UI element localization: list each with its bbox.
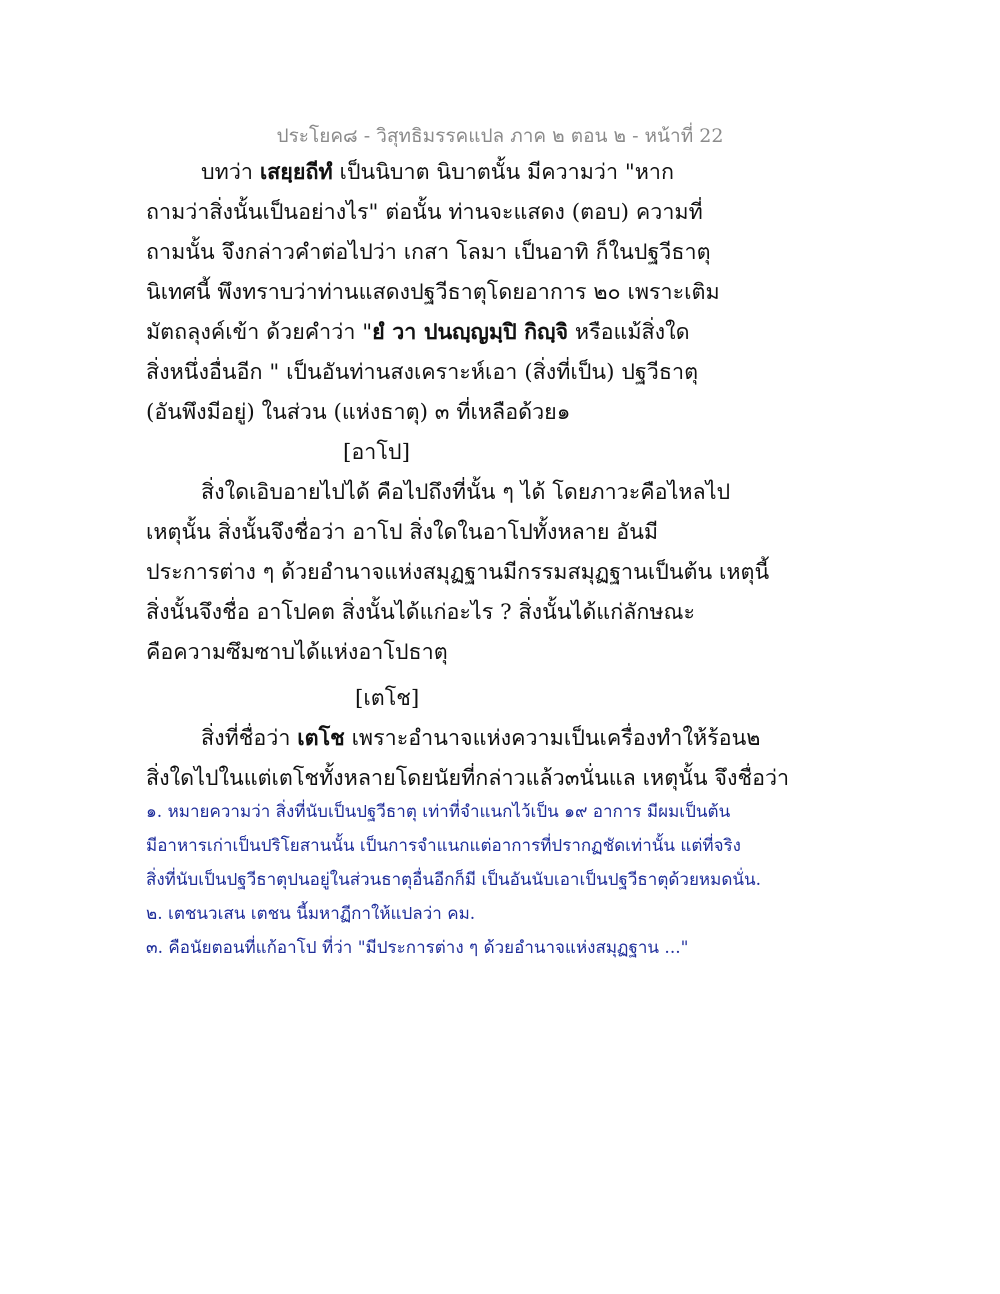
page-header: ประโยค๘ - วิสุทธิมรรคแปล ภาค ๒ ตอน ๒ - หน้าที่ 22 <box>276 125 724 147</box>
para1-line6: สิ่งหนึ่งอื่นอีก " เป็นอันท่านสงเคราะห์เอา (สิ่งที่เป็น) ปฐวีธาตุ <box>146 360 699 385</box>
para1-line2: ถามว่าสิ่งนั้นเป็นอย่างไร" ต่อนั้น ท่านจะแสดง (ตอบ) ความที่ <box>146 200 703 225</box>
footnote-line: ๒. เตชนวเสน เตชน นี้มหาฏีกาให้แปลว่า คม. <box>146 904 476 924</box>
para3-line2: สิ่งใดไปในแต่เตโชทั้งหลายโดยนัยที่กล่าวแล้ว๓นั่นแล เหตุนั้น จึงชื่อว่า <box>146 766 790 791</box>
para2-line2: เหตุนั้น สิ่งนั้นจึงชื่อว่า อาโป สิ่งใดในอาโปทั้งหลาย อันมี <box>146 520 659 545</box>
footnote-line: สิ่งที่นับเป็นปฐวีธาตุปนอยู่ในส่วนธาตุอื่นอีกก็มี เป็นอันนับเอาเป็นปฐวีธาตุด้วยหมดนั่น. <box>146 870 762 890</box>
para1-line4: นิเทศนี้ พึงทราบว่าท่านแสดงปฐวีธาตุโดยอาการ ๒๐ เพราะเติม <box>146 280 720 305</box>
pali-term: เสยฺยถีทํ <box>259 160 333 185</box>
para2-line1: สิ่งใดเอิบอายไปได้ คือไปถึงที่นั้น ๆ ได้ โดยภาวะคือไหลไป <box>201 480 731 505</box>
para1-line7: (อันพึงมีอยู่) ในส่วน (แห่งธาตุ) ๓ ที่เหลือด้วย๑ <box>146 400 571 425</box>
para2-line3: ประการต่าง ๆ ด้วยอำนาจแห่งสมุฏฐานมีกรรมสมุฏฐานเป็นต้น เหตุนี้ <box>146 560 770 585</box>
para2-line5: คือความซึมซาบได้แห่งอาโปธาตุ <box>146 640 448 665</box>
pali-term: เตโช <box>297 726 345 751</box>
para2-line4: สิ่งนั้นจึงชื่อ อาโปคต สิ่งนั้นได้แก่อะไร ? สิ่งนั้นได้แก่ลักษณะ <box>146 600 696 625</box>
footnote-line: มีอาหารเก่าเป็นปริโยสานนั้น เป็นการจำแนกแต่อาการที่ปรากฏชัดเท่านั้น แต่ที่จริง <box>146 836 741 856</box>
section-heading-apo: [อาโป] <box>343 440 410 465</box>
para1-line3: ถามนั้น จึงกล่าวคำต่อไปว่า เกสา โลมา เป็นอาทิ ก็ในปฐวีธาตุ <box>146 240 711 265</box>
para3-line1: สิ่งที่ชื่อว่า เตโช เพราะอำนาจแห่งความเป็นเครื่องทำให้ร้อน๒ <box>201 726 761 751</box>
footnote-line: ๓. คือนัยตอนที่แก้อาโป ที่ว่า "มีประการต่าง ๆ ด้วยอำนาจแห่งสมุฏฐาน ..." <box>146 938 689 958</box>
para1-line1: บทว่า เสยฺยถีทํ เป็นนิบาต นิบาตนั้น มีความว่า "หาก <box>201 160 675 185</box>
footnotes <box>146 795 866 965</box>
pali-phrase: ยํ วา ปนญฺญมฺปิ กิญฺจิ <box>372 320 569 345</box>
section-heading-tejo: [เตโช] <box>355 686 420 711</box>
main-text <box>146 153 866 799</box>
footnote-line: ๑. หมายความว่า สิ่งที่นับเป็นปฐวีธาตุ เท่าที่จำแนกไว้เป็น ๑๙ อาการ มีผมเป็นต้น <box>146 802 731 822</box>
para1-line5: มัตถลุงค์เข้า ด้วยคำว่า "ยํ วา ปนญฺญมฺปิ กิญฺจิ หรือแม้สิ่งใด <box>146 320 690 345</box>
